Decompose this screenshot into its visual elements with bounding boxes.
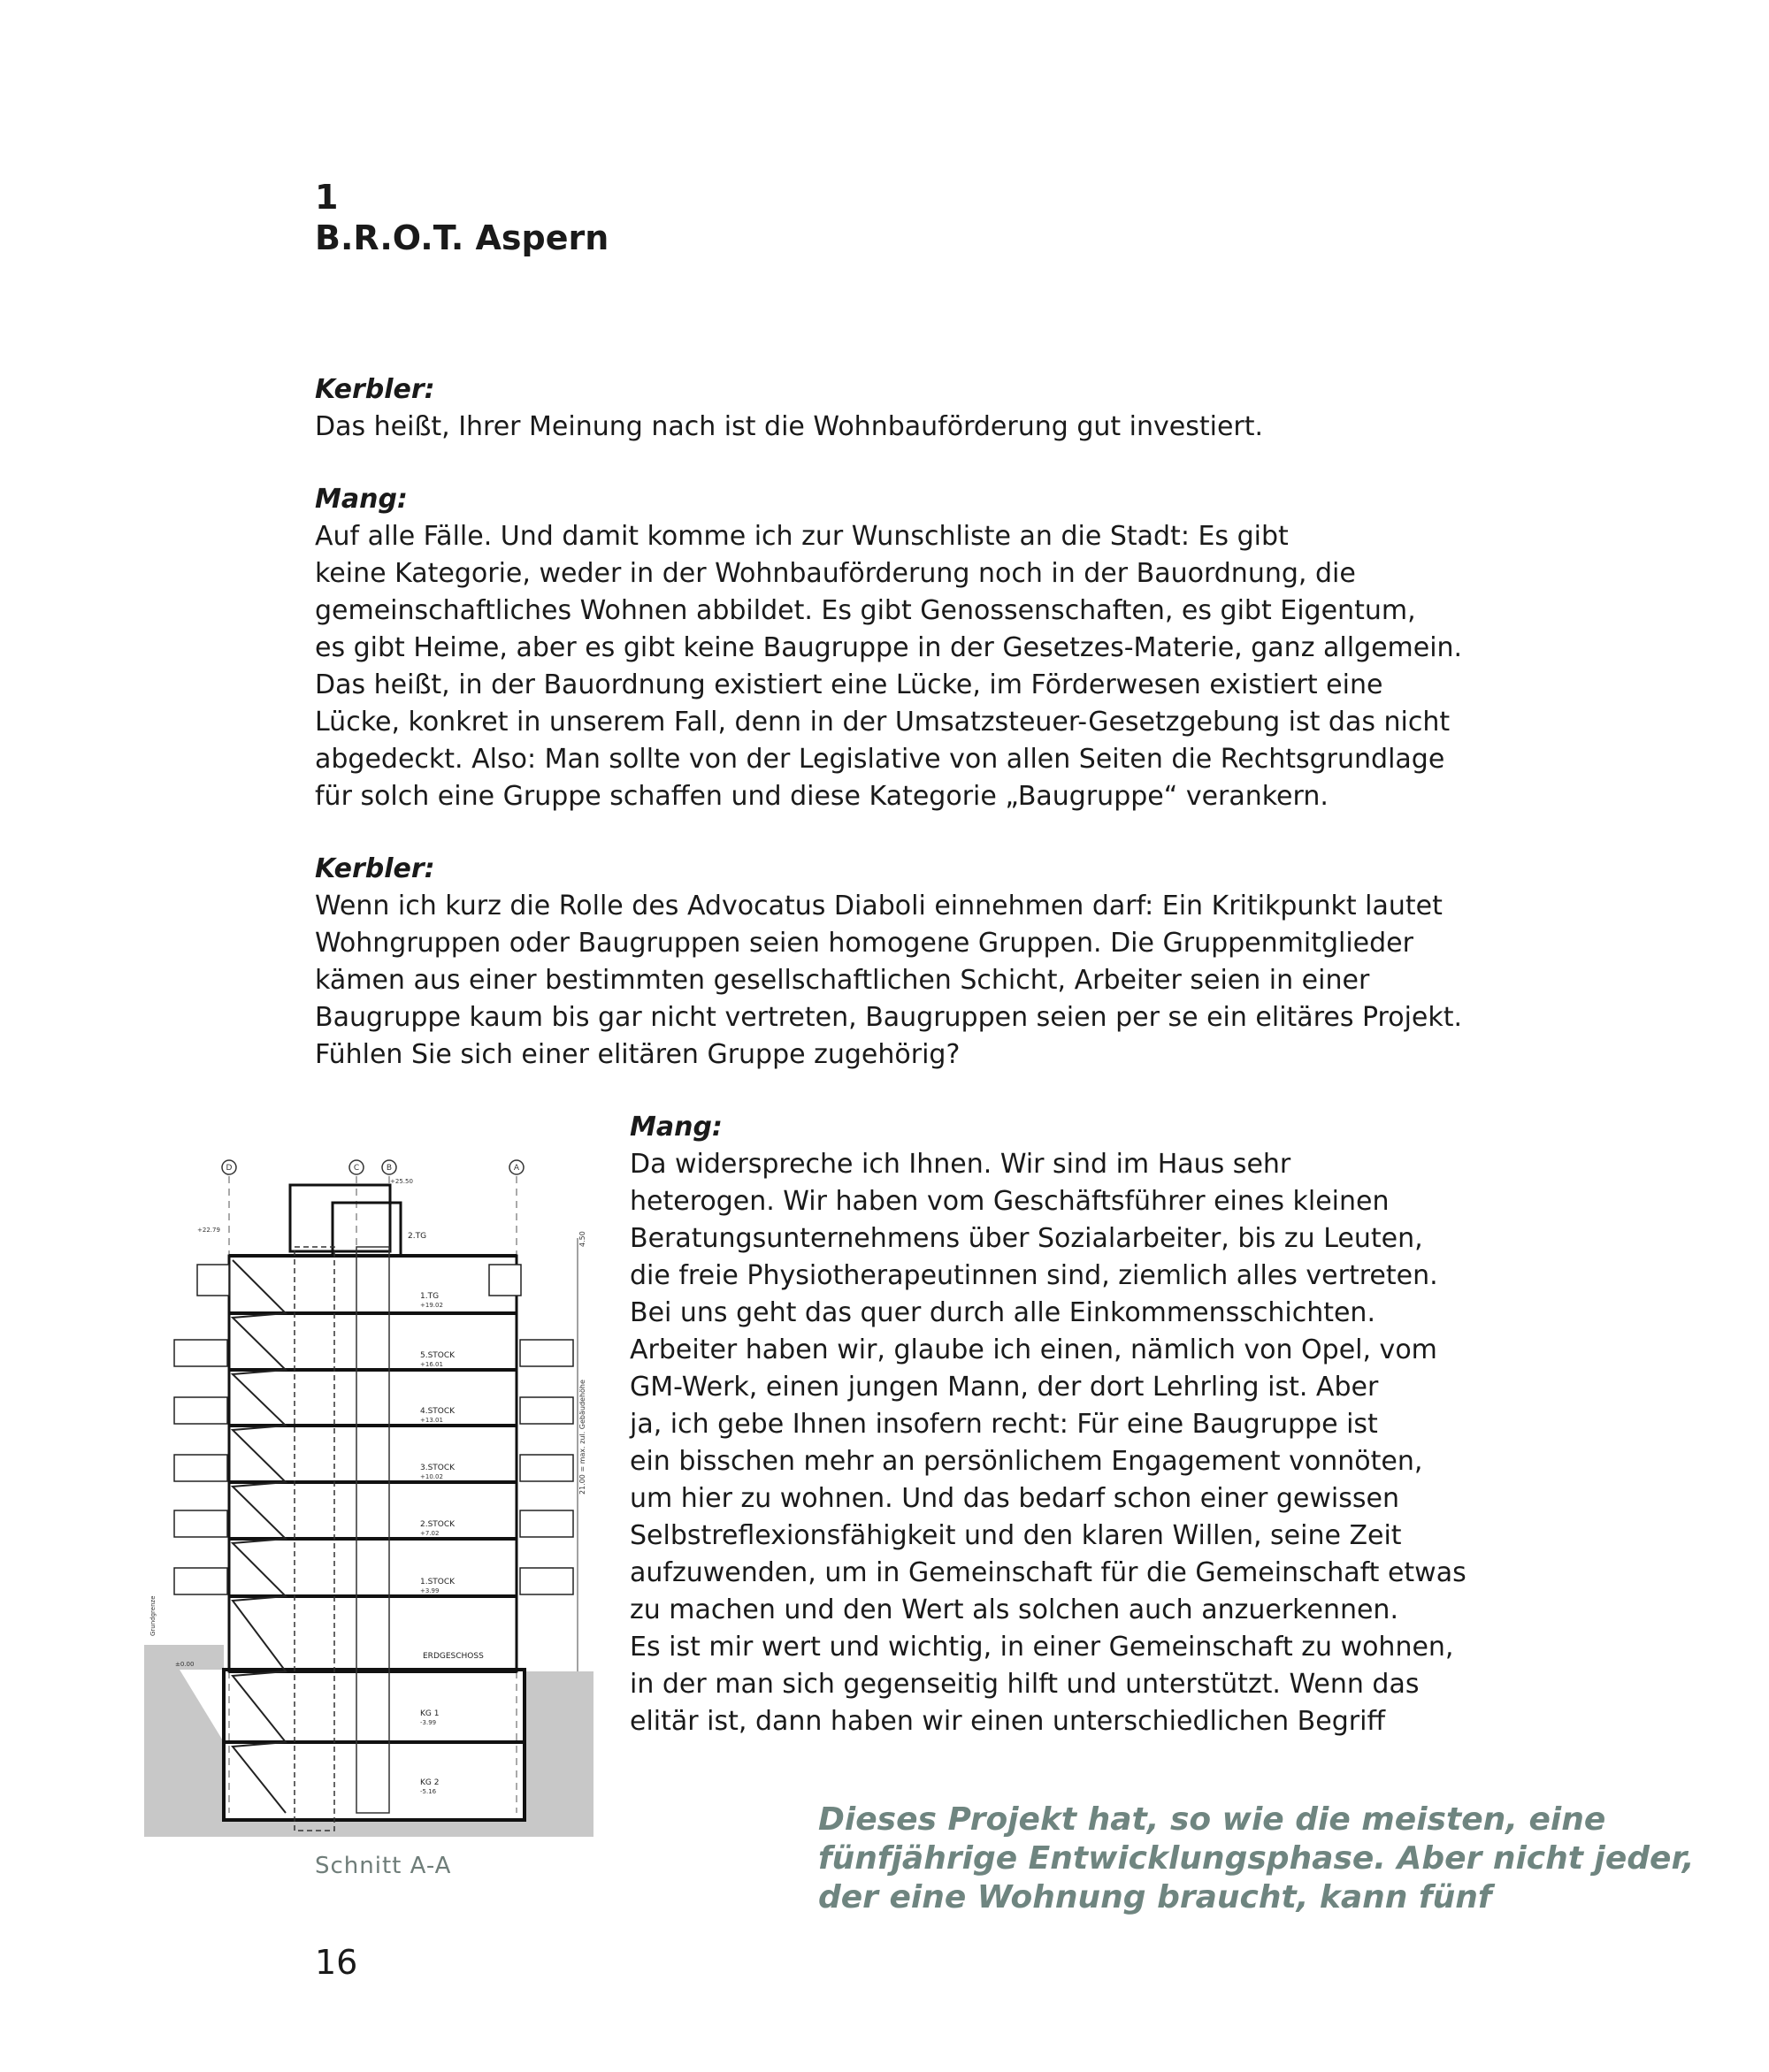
section-drawing: [144, 1141, 593, 1837]
balcony: [520, 1340, 573, 1366]
text-line: Es ist mir wert und wichtig, in einer Gemeinschaft zu wohnen,: [630, 1632, 1454, 1663]
text-line: elitär ist, dann haben wir einen unterschiedlichen Begriff: [630, 1706, 1386, 1737]
height-label: 21.00 = max. zul. Gebäudehöhe: [578, 1380, 586, 1495]
text-line: Bei uns geht das quer durch alle Einkommensschichten.: [630, 1297, 1375, 1328]
balcony: [174, 1340, 227, 1366]
text-line: Auf alle Fälle. Und damit komme ich zur Wunschliste an die Stadt: Es gibt: [315, 521, 1289, 552]
speaker-label: Kerbler:: [315, 374, 435, 405]
text-line: Das heißt, Ihrer Meinung nach ist die Wohnbauförderung gut investiert.: [315, 411, 1264, 442]
text-line: Das heißt, in der Bauordnung existiert eine Lücke, im Förderwesen existiert eine: [315, 669, 1383, 700]
dialogue-block-3: [315, 851, 1463, 1074]
text-line: Wohngruppen oder Baugruppen seien homogene Gruppen. Die Gruppenmitglieder: [315, 928, 1413, 959]
floor-label: ERDGESCHOSS: [423, 1652, 484, 1661]
text-line: gemeinschaftliches Wohnen abbildet. Es gibt Genossenschaften, es gibt Eigentum,: [315, 595, 1416, 626]
level-mark: +25.50: [390, 1178, 413, 1185]
top-dimension: 4.50: [578, 1231, 586, 1247]
floor-label: KG 1: [420, 1709, 440, 1718]
text-line: die freie Physiotherapeutinnen sind, ziemlich alles vertreten.: [630, 1260, 1438, 1291]
level-mark: -3.99: [420, 1719, 437, 1726]
floor-label: 3.STOCK: [420, 1464, 456, 1472]
ground-note: Grundgrenze: [149, 1595, 157, 1636]
floor-label: 2.TG: [408, 1232, 427, 1241]
level-mark: +16.01: [420, 1361, 443, 1368]
axis-label: A: [513, 1164, 520, 1173]
balcony: [520, 1397, 573, 1424]
page-number: 16: [315, 1943, 358, 1982]
excavation: [224, 1670, 525, 1820]
pull-quote-line: Dieses Projekt hat, so wie die meisten, eine: [818, 1801, 1606, 1838]
text-line: Baugruppe kaum bis gar nicht vertreten, Baugruppen seien per se ein elitäres Projekt.: [315, 1002, 1463, 1033]
floor-label: 1.TG: [420, 1292, 440, 1301]
balcony: [174, 1397, 227, 1424]
balcony: [489, 1265, 521, 1296]
level-mark: -5.16: [420, 1788, 437, 1795]
floor-label: 2.STOCK: [420, 1520, 456, 1529]
axis-label: C: [353, 1164, 360, 1173]
floor-label: KG 2: [420, 1778, 440, 1787]
dialogue-text: [315, 888, 1463, 1074]
text-line: um hier zu wohnen. Und das bedarf schon einer gewissen: [630, 1483, 1399, 1514]
level-mark: +10.02: [420, 1473, 443, 1480]
chapter-heading: [315, 177, 609, 258]
balcony: [174, 1568, 227, 1594]
pull-quote-line: fünfjährige Entwicklungsphase. Aber nicht jeder,: [818, 1840, 1695, 1877]
text-line: für solch eine Gruppe schaffen und diese Kategorie „Baugruppe“ verankern.: [315, 781, 1329, 812]
figure-caption: Schnitt A-A: [315, 1853, 452, 1879]
floor-label: 4.STOCK: [420, 1407, 456, 1416]
text-line: ja, ich gebe Ihnen insofern recht: Für eine Baugruppe ist: [630, 1409, 1378, 1440]
balcony: [520, 1510, 573, 1537]
text-line: in der man sich gegenseitig hilft und unterstützt. Wenn das: [630, 1669, 1420, 1700]
chapter-title: B.R.O.T. Aspern: [315, 218, 609, 257]
dialogue-text: [630, 1146, 1479, 1740]
axis-label: B: [386, 1164, 393, 1173]
speaker-label: Mang:: [315, 484, 408, 515]
floor-label: 1.STOCK: [420, 1578, 456, 1586]
level-mark: +3.99: [420, 1587, 440, 1594]
text-line: kämen aus einer bestimmten gesellschaftlichen Schicht, Arbeiter seien in einer: [315, 965, 1370, 996]
pull-quote-line: der eine Wohnung braucht, kann fünf: [818, 1879, 1492, 1915]
text-line: Wenn ich kurz die Rolle des Advocatus Diaboli einnehmen darf: Ein Kritikpunkt lautet: [315, 891, 1443, 921]
text-line: Lücke, konkret in unserem Fall, denn in der Umsatzsteuer-Gesetzgebung ist das nicht: [315, 707, 1451, 738]
floor-label: 5.STOCK: [420, 1351, 456, 1360]
text-line: Arbeiter haben wir, glaube ich einen, nämlich von Opel, vom: [630, 1334, 1437, 1365]
pull-quote: [818, 1801, 1756, 1917]
balcony: [197, 1265, 229, 1296]
dialogue-block-1: [315, 371, 1447, 446]
chapter-number: 1: [315, 178, 339, 217]
dialogue-text: [315, 409, 1447, 446]
text-line: GM-Werk, einen jungen Mann, der dort Lehrling ist. Aber: [630, 1372, 1379, 1403]
level-mark: +19.02: [420, 1302, 443, 1309]
dialogue-text: [315, 518, 1463, 815]
level-mark: +22.79: [197, 1227, 220, 1234]
text-line: heterogen. Wir haben vom Geschäftsführer eines kleinen: [630, 1186, 1390, 1217]
text-line: abgedeckt. Also: Man sollte von der Legislative von allen Seiten die Rechtsgrundlage: [315, 744, 1445, 775]
speaker-label: Mang:: [630, 1112, 723, 1143]
text-line: keine Kategorie, weder in der Wohnbauförderung noch in der Bauordnung, die: [315, 558, 1356, 589]
text-line: Selbstreflexionsfähigkeit und den klaren Willen, seine Zeit: [630, 1520, 1402, 1551]
text-line: Da widerspreche ich Ihnen. Wir sind im Haus sehr: [630, 1149, 1291, 1180]
level-mark: ±0.00: [175, 1661, 195, 1668]
text-line: ein bisschen mehr an persönlichem Engagement vonnöten,: [630, 1446, 1423, 1477]
roof-unit: [290, 1185, 390, 1251]
level-mark: +13.01: [420, 1417, 443, 1424]
dialogue-block-2: [315, 481, 1463, 815]
speaker-label: Kerbler:: [315, 853, 435, 884]
balcony: [520, 1568, 573, 1594]
balcony: [520, 1455, 573, 1481]
balcony: [174, 1510, 227, 1537]
balcony: [174, 1455, 227, 1481]
text-line: es gibt Heime, aber es gibt keine Baugruppe in der Gesetzes-Materie, ganz allgemein.: [315, 632, 1463, 663]
text-line: aufzuwenden, um in Gemeinschaft für die Gemeinschaft etwas: [630, 1557, 1467, 1588]
building-shell: [229, 1256, 517, 1671]
text-line: zu machen und den Wert als solchen auch anzuerkennen.: [630, 1594, 1398, 1625]
text-line: Fühlen Sie sich einer elitären Gruppe zugehörig?: [315, 1039, 961, 1070]
level-mark: +7.02: [420, 1530, 440, 1537]
dialogue-block-4: [630, 1109, 1479, 1740]
axis-label: D: [226, 1164, 233, 1173]
text-line: Beratungsunternehmens über Sozialarbeiter, bis zu Leuten,: [630, 1223, 1423, 1254]
